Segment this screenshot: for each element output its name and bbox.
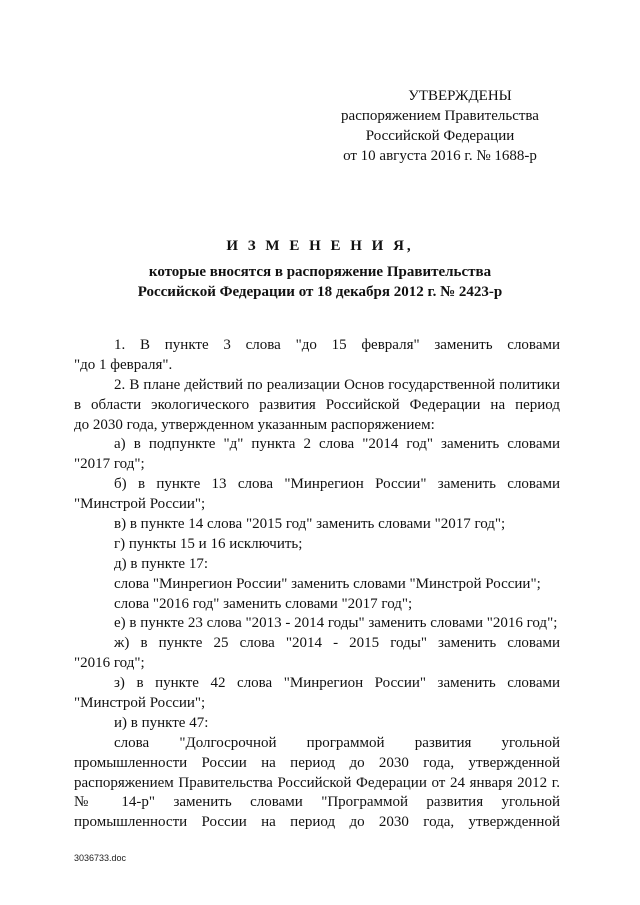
document-subtitle bbox=[0, 262, 640, 302]
body-line: и) в пункте 47: bbox=[114, 714, 209, 731]
approval-heading: УТВЕРЖДЕНЫ bbox=[408, 88, 512, 104]
body-line: слова "2016 год" заменить словами "2017 год"; bbox=[114, 595, 413, 612]
body-line: слова "Долгосрочной программой развития угольной bbox=[114, 734, 560, 751]
body-line: № 14-р" заменить словами "Программой развития угольной bbox=[74, 794, 560, 811]
body-line: е) в пункте 23 слова "2013 - 2014 годы" заменить словами "2016 год"; bbox=[114, 615, 558, 632]
body-line: "до 1 февраля". bbox=[74, 356, 173, 373]
body-line: 2. В плане действий по реализации Основ государственной политики bbox=[114, 376, 560, 393]
body-line: д) в пункте 17: bbox=[114, 555, 208, 572]
body-line: "2017 год"; bbox=[74, 456, 145, 473]
body-line: "Минстрой России"; bbox=[74, 496, 206, 513]
body-line: б) в пункте 13 слова "Минрегион России" заменить словами bbox=[114, 476, 560, 493]
body-line: ж) в пункте 25 слова "2014 - 2015 годы" заменить словами bbox=[114, 635, 560, 652]
document-body bbox=[74, 336, 560, 833]
body-line: г) пункты 15 и 16 исключить; bbox=[114, 535, 303, 552]
approval-line-4: от 10 августа 2016 г. № 1688-р bbox=[343, 148, 537, 164]
body-line: в области экологического развития Российской Федерации на период bbox=[74, 396, 560, 413]
body-line: "2016 год"; bbox=[74, 655, 145, 672]
body-line: до 2030 года, утвержденном указанным распоряжением: bbox=[74, 416, 435, 433]
body-line: "Минстрой России"; bbox=[74, 695, 206, 712]
subtitle-line-2: Российской Федерации от 18 декабря 2012 г. № 2423-р bbox=[137, 284, 503, 300]
body-line: распоряжением Правительства Российской Федерации от 24 января 2012 г. bbox=[74, 774, 560, 791]
subtitle-line-1: которые вносятся в распоряжение Правительства bbox=[148, 264, 492, 280]
approval-line-3: Российской Федерации bbox=[365, 128, 515, 144]
approval-stamp bbox=[330, 86, 550, 166]
body-line: а) в подпункте "д" пункта 2 слова "2014 год" заменить словами bbox=[114, 436, 560, 453]
approval-line-2: распоряжением Правительства bbox=[341, 108, 539, 124]
body-line: промышленности России на период до 2030 года, утвержденной bbox=[74, 754, 560, 771]
body-line: промышленности России на период до 2030 года, утвержденной bbox=[74, 814, 560, 831]
document-title: И З М Е Н Е Н И Я, bbox=[226, 238, 414, 254]
body-line: з) в пункте 42 слова "Минрегион России" заменить словами bbox=[114, 675, 560, 692]
body-line: 1. В пункте 3 слова "до 15 февраля" заменить словами bbox=[114, 337, 560, 353]
body-line: слова "Минрегион России" заменить словами "Минстрой России"; bbox=[114, 575, 541, 592]
body-line: в) в пункте 14 слова "2015 год" заменить словами "2017 год"; bbox=[114, 516, 506, 533]
file-name-footer: 3036733.doc bbox=[74, 853, 127, 863]
